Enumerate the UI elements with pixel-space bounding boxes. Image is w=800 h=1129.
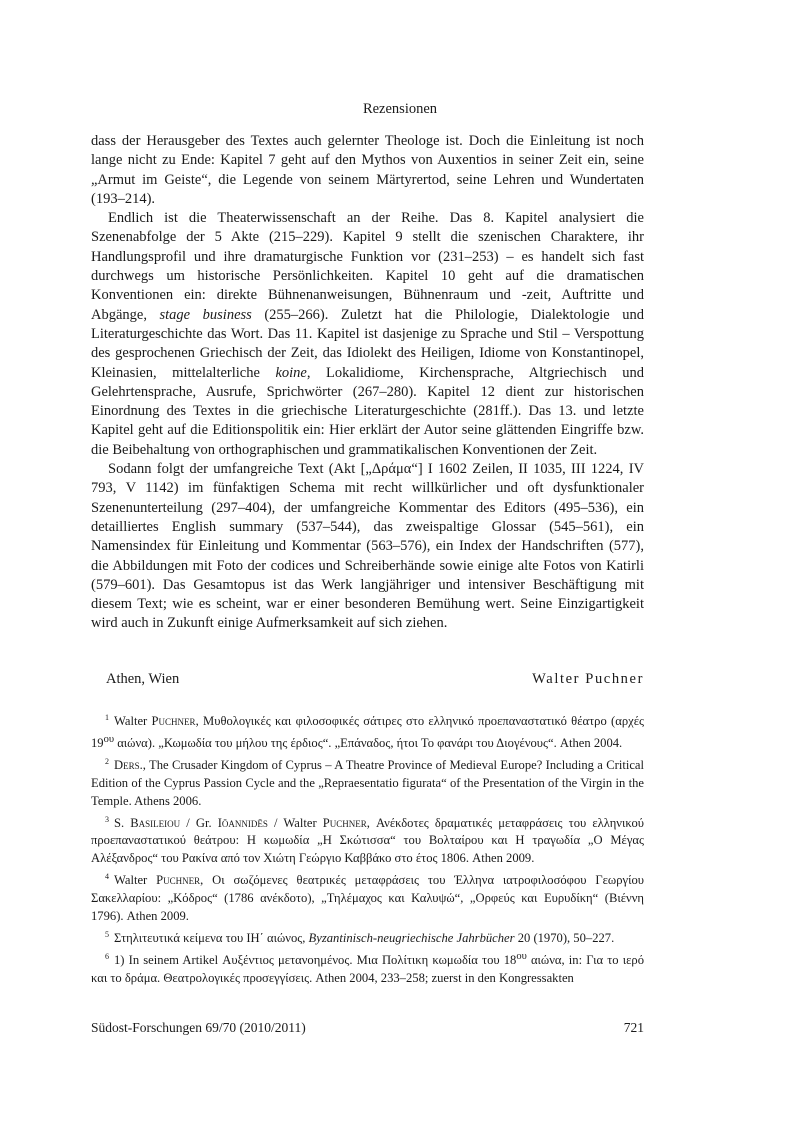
footnote-text: 20 (1970), 50–227. <box>514 930 615 945</box>
footnote-text: 1) In seinem Artikel Αυξέντιος μετανοημένος. Μια Πολίτικη κωμωδία του 18 <box>114 953 517 968</box>
author-name: Puchner <box>156 873 201 888</box>
footnote-number: 1 <box>105 713 109 722</box>
footnote-text: , Οι σωζόμενες θεατρικές μεταφράσεις του Έλληνα ιατροφιλοσόφου Γεωργίου Σακελλαρίου: „Κόδρος“ (1786 ανέκδοτο), „Τηλέμαχος και Καλυψώ“, „Ορφεύς και Ευρυδίκη“ (Βιέννη 1796). Athen 2009. <box>91 873 644 923</box>
paragraph-2 <box>91 209 644 460</box>
footnote-4 <box>91 868 644 925</box>
footnote-text: , Μυθολογικές και φιλοσοφικές σάτιρες στο ελληνικό προεπαναστατικό θέατρο (αρχές 19 <box>91 714 644 750</box>
footnote-5 <box>91 926 644 948</box>
footnote-text: αιώνα). „Κωμωδία του μήλου της έρδιος“. „Επάναδος, ήτοι Το φανάρι του Διογένους“. Athen 2004. <box>114 735 623 750</box>
paragraph-2-part-a: Endlich ist die Theaterwissenschaft an der Reihe. Das 8. Kapitel analysiert die Szenenabfolge der 5 Akte (215–229). Kapitel 9 stellt die szenischen Charaktere, ihr Handlungsprofil und ihre dramaturgische Funktion vor (231–253) – es handelt sich fast durchwegs um historische Persönlichkeiten. Kapitel 10 geht auf die dramatischen Konventionen ein: direkte Bühnenanweisungen, Bühnenraum und -zeit, Auftritte und Abgänge, <box>91 210 644 323</box>
paragraph-2-part-b: (255–266). Zuletzt hat die Philologie, Dialektologie und Literaturgeschichte das Wort. Das 11. Kapitel ist dasjenige zu Sprache und Stil – Verspottung des gesprochenen Griechisch der Zeit, das Idiolekt des Heiligen, Idiome von Konstantinopel, Kleinasien, mittelalterliche <box>91 306 645 381</box>
footnote-number: 4 <box>105 872 109 882</box>
footnote-number: 6 <box>105 952 109 962</box>
author-name: Ders. <box>114 758 143 773</box>
term-koine: koine <box>275 364 307 381</box>
author-name: Basileiou <box>130 815 181 830</box>
footnote-3 <box>91 811 644 868</box>
footnote-number: 2 <box>105 757 109 767</box>
journal-citation: Südost-Forschungen 69/70 (2010/2011) <box>91 1020 306 1035</box>
footnote-1 <box>91 709 644 753</box>
signature-place: Athen, Wien <box>106 671 180 687</box>
footnote-text: Walter <box>114 873 157 888</box>
term-stage-business: stage business <box>159 306 252 323</box>
footnote-2 <box>91 753 644 810</box>
footnote-text: , Ανέκδοτες δραματικές μεταφράσεις του ελληνικού προεπαναστατικού θεάτρου: Η κωμωδία „Η Σκώτισσα“ του Βολταίρου και Η τραγωδία „Ο Μέγας Αλέξανδρος“ του Ρακίνα από τον Χιώτη Γεώργιο Καββάκο στο έτος 1806. Athen 2009. <box>91 815 644 866</box>
review-body <box>91 132 644 634</box>
footnote-text: S. <box>114 815 131 830</box>
footnote-number: 3 <box>105 814 109 824</box>
signature-author: Walter Puchner <box>532 671 644 687</box>
footnote-6 <box>91 948 644 988</box>
page-footer <box>91 1020 644 1036</box>
signature <box>106 671 644 688</box>
footnote-number: 5 <box>105 929 109 939</box>
footnote-text: / Gr. <box>180 815 218 830</box>
author-name: Puchner <box>151 714 196 728</box>
journal-title: Byzantinisch-neugriechische Jahrbücher <box>308 930 515 945</box>
paragraph-2-part-c: , Lokalidiome, Kirchensprache, Altgriechisch und Gelehrtensprache, Ausrufe, Sprichwörter (267–280). Kapitel 12 dient zur historischen Einordnung des Textes in die griechische Literaturgeschichte (281ff.). Das 13. und letzte Kapitel geht auf die Editionspolitik ein: Hier erklärt der Autor seine glättenden Eingriffe bzw. die Beibehaltung von orthographischen und grammatikalischen Konventionen der Zeit. <box>91 364 645 458</box>
ordinal-superscript: ου <box>103 733 115 745</box>
author-name: Puchner <box>322 815 367 830</box>
footnotes <box>91 709 644 988</box>
footnote-text: , The Crusader Kingdom of Cyprus – A Theatre Province of Medieval Europe? Including a Critical Edition of the Cyprus Passion Cycle and the „Repraesentatio figurata“ of the Presentation of the Virgin in the Temple. Athens 2006. <box>91 758 644 808</box>
footnote-text: αιώνα, in: Για το ιερό και το δράμα. Θεατρολογικές προσεγγίσεις. Athen 2004, 233–258; zuerst in den Kongressakten <box>91 953 644 986</box>
footnote-text: / Walter <box>267 815 323 830</box>
paragraph-3: Sodann folgt der umfangreiche Text (Akt [„Δράμα“] I 1602 Zeilen, II 1035, III 1224, IV 793, V 1142) im fünfaktigen Schema mit recht willkürlicher und oft dysfunktionaler Szenenunterteilung (297–404), der umfangreiche Kommentar des Editors (495–536), ein detailliertes English summary (537–544), das zweispaltige Glossar (545–561), ein Namensindex für Einleitung und Kommentar (563–576), ein Index der Handschriften (577), die Abbildungen mit Foto der codices und Schreiberhände sowie einige alte Fotos von Katirli (579–601). Das Gesamtopus ist das Werk langjähriger und intensiver Beschäftigung mit diesem Text; wie es scheint, war er einer besonderen Bemühung wert. Seine Einzigartigkeit wird auch in Zukunft einige Aufmerksamkeit auf sich ziehen. <box>91 461 644 632</box>
footnote-text: Walter <box>114 714 152 728</box>
footnote-text: Στηλιτευτικά κείμενα του ΙΗ΄ αιώνος, <box>114 930 309 945</box>
paragraph-1: dass der Herausgeber des Textes auch gelernter Theologe ist. Doch die Einleitung ist noch lange nicht zu Ende: Kapitel 7 geht auf den Mythos von Auxentios in seiner Zeit ein, seine „Armut im Geiste“, die Legende von seinem Märtyrertod, seine Lehren und Wundertaten (193–214). <box>91 133 644 207</box>
ordinal-superscript: ου <box>516 951 527 963</box>
page-number: 721 <box>623 1020 644 1035</box>
running-head: Rezensionen <box>362 101 438 117</box>
author-name: Iōannidēs <box>217 815 268 830</box>
